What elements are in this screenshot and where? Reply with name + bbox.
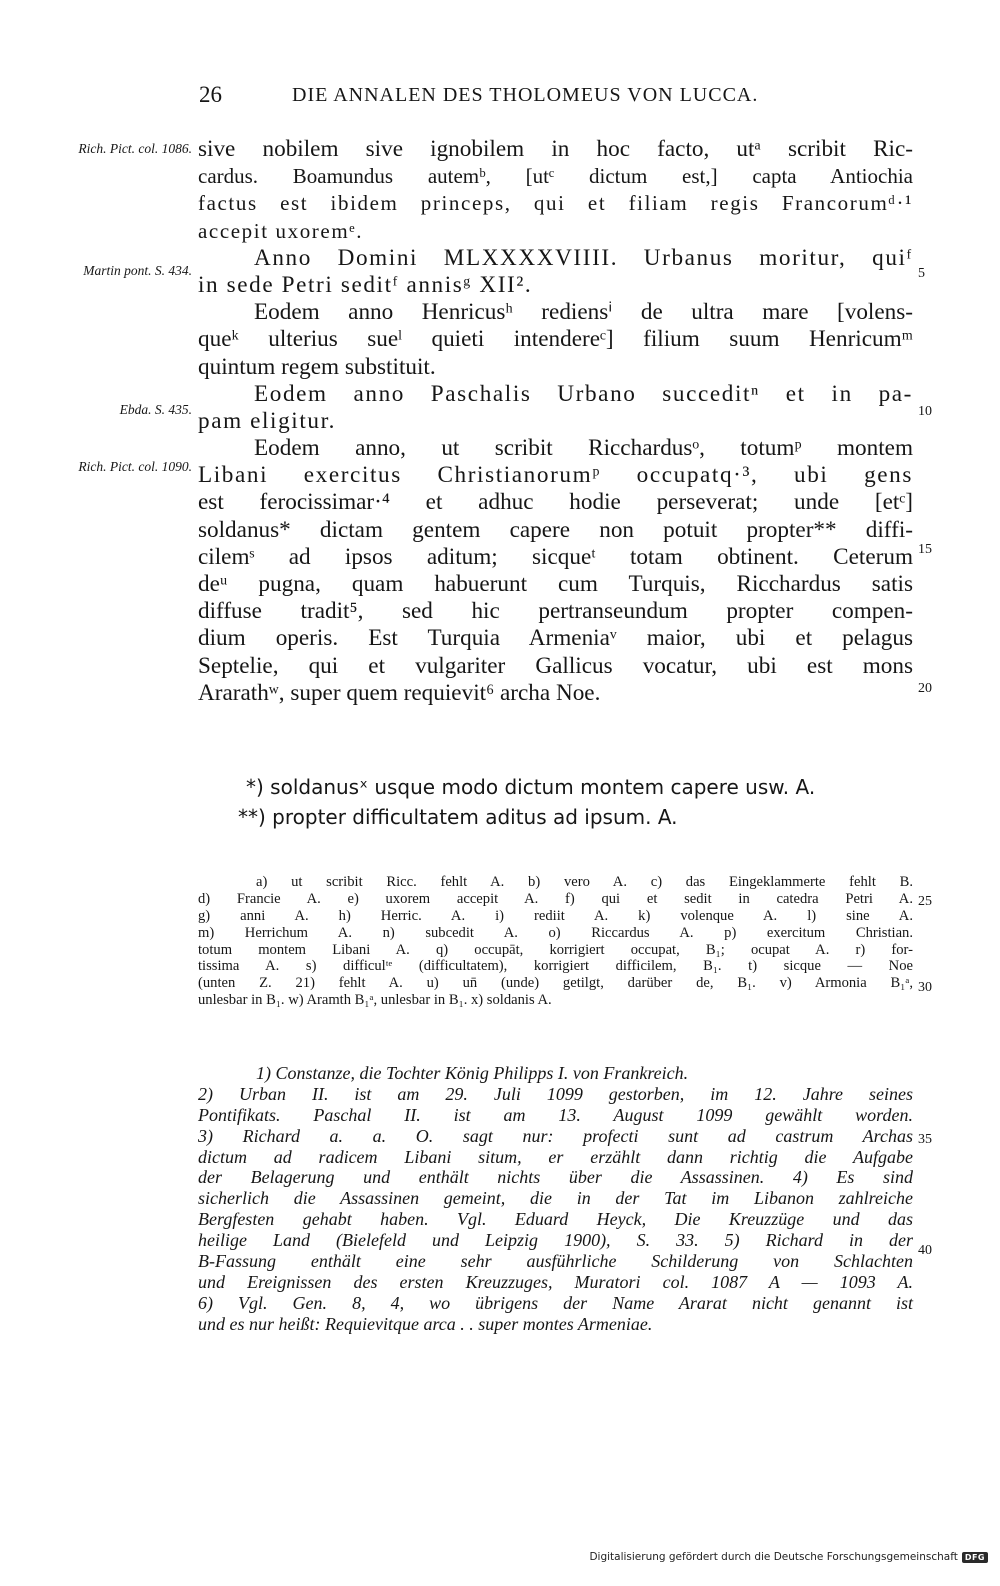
- text-line: est ferocissimar·⁴ et adhuc hodie perseverat; unde [etᶜ]: [198, 489, 913, 516]
- text-line: Anno Domini MLXXXXVIIII. Urbanus moritur, quiᶠ: [254, 244, 913, 271]
- text-line: accepit uxoremᵉ.: [198, 218, 364, 243]
- line-number: 30: [918, 980, 932, 995]
- footnote-line: 2) Urban II. ist am 29. Juli 1099 gestorben, im 12. Jahre seines: [198, 1083, 913, 1104]
- line-number: 25: [918, 894, 932, 909]
- text-line: pam eligitur.: [198, 407, 337, 434]
- digitization-text: Digitalisierung gefördert durch die Deutsche Forschungsgemeinschaft: [589, 1551, 958, 1563]
- text-line: factus est ibidem princeps, qui et filiam regis Francorumᵈ·¹: [198, 191, 913, 216]
- footnote-line: 3) Richard a. a. O. sagt nur: profecti sunt ad castrum Archas: [198, 1125, 913, 1146]
- apparatus-line: totum montem Libani A. q) occupāt, korrigiert occupat, B₁; ocupat A. r) for-: [198, 941, 913, 958]
- margin-note: Ebda. S. 435.: [119, 402, 192, 417]
- apparatus-line: d) Francie A. e) uxorem accepit A. f) qui et sedit in catedra Petri A.: [198, 890, 913, 907]
- line-number: 10: [918, 404, 932, 419]
- critical-apparatus: [198, 874, 913, 1009]
- text-line: quintum regem substituit.: [198, 353, 436, 380]
- line-number: 35: [918, 1132, 932, 1147]
- text-line: cardus. Boamundus autemᵇ, [utᶜ dictum est,] capta Antiochia: [198, 164, 913, 189]
- asterisk-note: *) soldanusˣ usque modo dictum montem capere usw. A.: [246, 775, 816, 799]
- text-line: sive nobilem sive ignobilem in hoc facto, utᵃ scribit Ric-: [198, 136, 913, 162]
- asterisk-notes: [198, 772, 918, 832]
- asterisk-note: **) propter difficultatem aditus ad ipsum. A.: [238, 805, 678, 829]
- text-line: Eodem anno Henricusʰ rediensⁱ de ultra mare [volens-: [254, 299, 913, 326]
- footnote-line: der Belagerung und enthält nichts über die Assassinen. 4) Es sind: [198, 1167, 913, 1188]
- text-line: Libani exercitus Christianorumᵖ occupatq·³, ubi gens: [198, 462, 913, 489]
- margin-note: Rich. Pict. col. 1090.: [78, 459, 192, 474]
- footnote-line: Bergfesten gehabt haben. Vgl. Eduard Heyck, Die Kreuzzüge und das: [198, 1209, 913, 1230]
- main-text: [198, 136, 913, 707]
- text-line: Eodem anno, ut scribit Ricchardusᵒ, totumᵖ montem: [254, 435, 913, 462]
- footnote-line: und es nur heißt: Requievitque arca . . super montes Armeniae.: [198, 1313, 653, 1334]
- text-line: deᵘ pugna, quam habuerunt cum Turquis, Ricchardus satis: [198, 571, 913, 597]
- line-number: 40: [918, 1243, 932, 1258]
- dfg-logo-icon: DFG: [962, 1552, 988, 1563]
- page-number: 26: [199, 82, 222, 107]
- digitization-credit: [589, 1551, 988, 1563]
- footnotes: [198, 1063, 913, 1335]
- text-line: queᵏ ulterius sueˡ quieti intendereᶜ] filium suum Henricumᵐ: [198, 326, 913, 353]
- text-line: cilemˢ ad ipsos aditum; sicqueᵗ totam obtinent. Ceterum: [198, 543, 913, 570]
- footnote-line: 1) Constanze, die Tochter König Philipps I. von Frankreich.: [256, 1063, 689, 1083]
- footnote-line: sicherlich die Assassinen gemeint, die in der Tat im Libanon zahlreiche: [198, 1188, 913, 1209]
- apparatus-line: m) Herrichum A. n) subcedit A. o) Riccardus A. p) exercitum Christian.: [198, 924, 913, 941]
- text-line: soldanus* dictam gentem capere non potuit propter** diffi-: [198, 516, 913, 543]
- text-line: diffuse tradit⁵, sed hic pertranseundum propter compen-: [198, 598, 913, 625]
- text-line: dium operis. Est Turquia Armeniaᵛ maior, ubi et pelagus: [198, 625, 913, 652]
- line-number: 5: [918, 266, 925, 281]
- apparatus-line: a) ut scribit Ricc. fehlt A. b) vero A. c) das Eingeklammerte fehlt B.: [256, 874, 913, 890]
- footnote-line: und Ereignissen des ersten Kreuzzuges, Muratori col. 1087 A — 1093 A.: [198, 1271, 913, 1292]
- margin-note: Rich. Pict. col. 1086.: [78, 141, 192, 156]
- apparatus-line: g) anni A. h) Herric. A. i) rediit A. k) volenque A. l) sine A.: [198, 907, 913, 924]
- text-line: Ararathʷ, super quem requievit⁶ archa Noe.: [198, 679, 601, 706]
- apparatus-line: unlesbar in B₁. w) Aramth B₁ᵃ, unlesbar in B₁. x) soldanis A.: [198, 992, 552, 1009]
- line-number: 20: [918, 681, 932, 696]
- footnote-line: Pontifikats. Paschal II. ist am 13. August 1099 gewählt worden.: [198, 1104, 913, 1125]
- apparatus-line: (unten Z. 21) fehlt A. u) un̄ (unde) getilgt, darüber de, B₁. v) Armonia B₁ᵃ,: [198, 975, 913, 992]
- text-line: in sede Petri seditᶠ annisᵍ XII².: [198, 271, 533, 298]
- footnote-line: 6) Vgl. Gen. 8, 4, wo übrigens der Name Ararat nicht genannt ist: [198, 1292, 913, 1313]
- footnote-line: heilige Land (Bielefeld und Leipzig 1900), S. 33. 5) Richard in der: [198, 1230, 913, 1251]
- footnote-line: dictum ad radicem Libani situm, er erzählt dann richtig die Aufgabe: [198, 1146, 913, 1167]
- footnote-line: B-Fassung enthält eine sehr ausführliche Schilderung von Schlachten: [198, 1251, 913, 1272]
- text-line: Septelie, qui et vulgariter Gallicus vocatur, ubi est mons: [198, 652, 913, 679]
- text-line: Eodem anno Paschalis Urbano succeditⁿ et in pa-: [254, 380, 913, 407]
- apparatus-line: tissima A. s) difficulᵗᵉ (difficultatem), korrigiert difficilem, B₁. t) sicque — Noe: [198, 958, 913, 975]
- running-title: DIE ANNALEN DES THOLOMEUS VON LUCCA.: [292, 84, 759, 106]
- line-number: 15: [918, 542, 932, 557]
- page-header: [196, 82, 916, 112]
- margin-note: Martin pont. S. 434.: [83, 263, 192, 278]
